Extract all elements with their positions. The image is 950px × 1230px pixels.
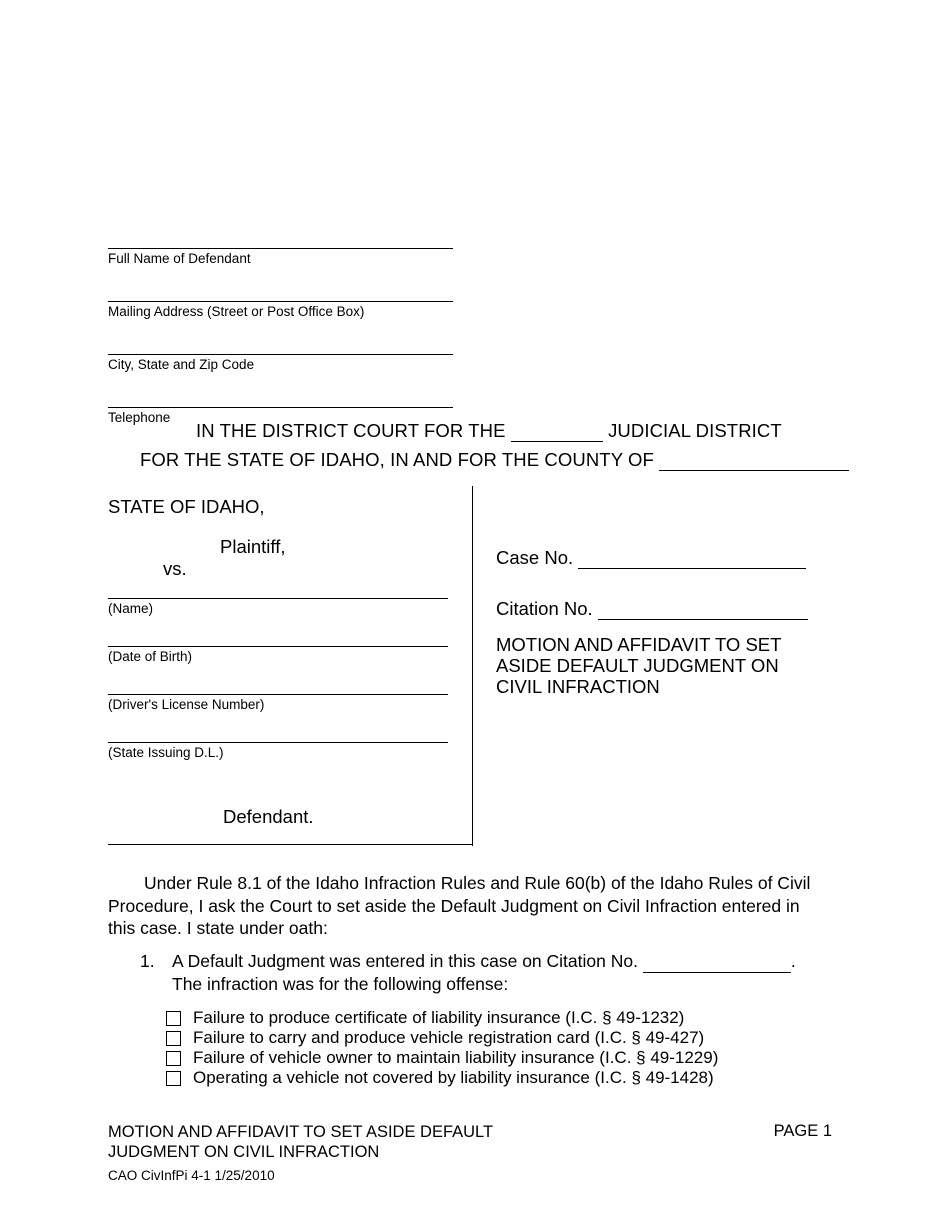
defendant-contact-block (108, 228, 453, 440)
item-1-text-before: A Default Judgment was entered in this case on Citation No. (172, 951, 638, 971)
mailing-address-input[interactable] (108, 281, 453, 302)
list-item[interactable] (166, 1028, 826, 1048)
checkbox-offense-1[interactable] (166, 1011, 181, 1026)
field-city-state-zip (108, 334, 453, 373)
form-code: CAO CivInfPi 4-1 1/25/2010 (108, 1168, 275, 1183)
item-1-citation-input[interactable] (643, 956, 791, 973)
checkbox-offense-4[interactable] (166, 1071, 181, 1086)
numbered-item-1 (140, 950, 830, 995)
defendant-role-label: Defendant. (223, 806, 314, 827)
telephone-label: Telephone (108, 410, 171, 425)
defendant-dl-label: (Driver's License Number) (108, 697, 265, 712)
footer-title (108, 1122, 493, 1162)
field-mailing-address (108, 281, 453, 320)
full-name-input[interactable] (108, 228, 453, 249)
citation-number-row (496, 598, 808, 620)
court-heading-line-2 (140, 449, 849, 471)
page-number: PAGE 1 (773, 1122, 832, 1140)
city-state-zip-input[interactable] (108, 334, 453, 355)
intro-paragraph: Under Rule 8.1 of the Idaho Infraction Rules and Rule 60(b) of the Idaho Rules of Civil Procedure, I ask the Court to set aside the Default Judgment on Civil Infraction entered in this case. I state under oath: (108, 873, 811, 938)
offense-1-label: Failure to produce certificate of liability insurance (I.C. § 49-1232) (193, 1008, 685, 1027)
telephone-input[interactable] (108, 387, 453, 408)
item-1-text-after: . The infraction was for the following offense: (172, 951, 796, 994)
court-line-1-prefix: IN THE DISTRICT COURT FOR THE (196, 420, 506, 441)
case-number-input[interactable] (578, 552, 806, 569)
checkbox-offense-2[interactable] (166, 1031, 181, 1046)
offense-2-label: Failure to carry and produce vehicle registration card (I.C. § 49-427) (193, 1028, 705, 1047)
list-item[interactable] (166, 1068, 826, 1088)
case-number-label: Case No. (496, 547, 574, 568)
county-input[interactable] (659, 453, 849, 471)
footer-title-line-1: MOTION AND AFFIDAVIT TO SET ASIDE DEFAULT (108, 1123, 494, 1141)
field-defendant-dl-state (108, 742, 448, 760)
field-defendant-name (108, 598, 448, 616)
versus-label: vs. (163, 558, 187, 579)
footer-title-line-2: JUDGMENT ON CIVIL INFRACTION (108, 1143, 380, 1161)
case-caption (108, 486, 818, 846)
offense-4-label: Operating a vehicle not covered by liability insurance (I.C. § 49-1428) (193, 1068, 714, 1087)
list-item[interactable] (166, 1048, 826, 1068)
offense-3-label: Failure of vehicle owner to maintain liability insurance (I.C. § 49-1229) (193, 1048, 719, 1067)
plaintiff-name: STATE OF IDAHO, (108, 496, 265, 517)
checkbox-offense-3[interactable] (166, 1051, 181, 1066)
document-title: MOTION AND AFFIDAVIT TO SET ASIDE DEFAULT JUDGMENT ON CIVIL INFRACTION (496, 634, 782, 697)
case-number-row (496, 547, 806, 569)
full-name-label: Full Name of Defendant (108, 251, 251, 266)
defendant-dl-state-label: (State Issuing D.L.) (108, 745, 224, 760)
defendant-name-label: (Name) (108, 601, 154, 616)
plaintiff-role-label: Plaintiff, (220, 536, 286, 557)
defendant-dob-label: (Date of Birth) (108, 649, 193, 664)
caption-divider-bottom (108, 844, 473, 845)
city-state-zip-label: City, State and Zip Code (108, 357, 255, 372)
mailing-address-label: Mailing Address (Street or Post Office Box) (108, 304, 365, 319)
field-full-name (108, 228, 453, 267)
field-defendant-dob (108, 646, 448, 664)
item-1-number: 1. (140, 951, 155, 971)
court-line-2-prefix: FOR THE STATE OF IDAHO, IN AND FOR THE COUNTY OF (140, 449, 654, 470)
list-item[interactable] (166, 1008, 826, 1028)
field-defendant-dl (108, 694, 448, 712)
caption-divider-vertical (472, 486, 473, 846)
court-heading-line-1 (196, 420, 782, 442)
citation-number-input[interactable] (598, 603, 808, 620)
item-1-text (172, 950, 830, 995)
offense-checklist (166, 1008, 826, 1088)
judicial-district-input[interactable] (511, 424, 603, 442)
court-line-1-suffix: JUDICIAL DISTRICT (608, 420, 782, 441)
citation-number-label: Citation No. (496, 598, 593, 619)
